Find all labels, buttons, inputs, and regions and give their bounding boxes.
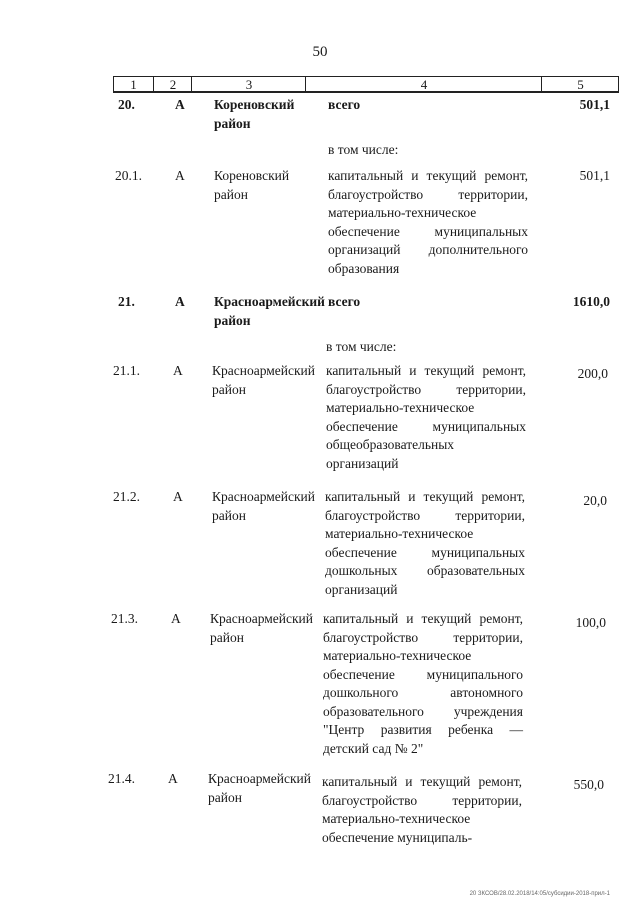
row-value: 1610,0 xyxy=(572,294,610,309)
row-district: Кореновский район xyxy=(214,97,295,131)
row-number: 21. xyxy=(118,294,135,309)
subheader-including: в том числе: xyxy=(328,142,399,157)
row-value: 100,0 xyxy=(575,615,606,630)
row-description: капитальный и текущий ремонт, благоустройство территории, материально-техническое обеспечение муниципальных организаций дополнительного образования xyxy=(328,168,528,276)
row-description: капитальный и текущий ремонт, благоустройство территории, материально-техническое обеспечение муниципаль- xyxy=(322,774,522,845)
row-number: 21.3. xyxy=(111,611,138,626)
row-district: Красноармейский район xyxy=(212,489,316,523)
column-header-2: 2 xyxy=(153,77,192,91)
row-number: 21.2. xyxy=(113,489,140,504)
row-description: капитальный и текущий ремонт, благоустройство территории, материально-техническое обеспечение муниципальных общеобразовательных организаций xyxy=(326,363,526,471)
row-description: капитальный и текущий ремонт, благоустройство территории, материально-техническое обеспечение муниципального дошкольного автономного образовательного учреждения "Центр развития ребенка — детский сад № 2" xyxy=(323,611,523,756)
row-category: А xyxy=(175,168,185,183)
row-district: Красноармейский район xyxy=(212,363,316,397)
row-number: 20.1. xyxy=(115,168,142,183)
row-value: 501,1 xyxy=(579,168,610,183)
row-district: Красноармейский район xyxy=(214,294,325,328)
row-description: всего xyxy=(328,294,361,309)
row-number: 21.1. xyxy=(113,363,140,378)
row-value: 501,1 xyxy=(579,97,610,112)
page-number: 50 xyxy=(312,44,328,60)
row-category: А xyxy=(175,97,185,112)
row-value: 20,0 xyxy=(583,493,607,508)
footer-file-stamp: 20 ЗКСОВ/28.02.2018/14:05/субсидии-2018-прил-1 xyxy=(469,891,610,897)
subheader-including: в том числе: xyxy=(326,339,397,354)
table-column-header xyxy=(113,76,619,93)
row-description: капитальный и текущий ремонт, благоустройство территории, материально-техническое обеспечение муниципальных дошкольных образовательных организаций xyxy=(325,489,525,597)
row-category: А xyxy=(173,489,183,504)
row-district: Красноармейский район xyxy=(208,771,312,805)
row-category: А xyxy=(173,363,183,378)
row-category: А xyxy=(171,611,181,626)
row-description: всего xyxy=(328,97,361,112)
column-header-3: 3 xyxy=(191,77,306,91)
row-category: А xyxy=(175,294,185,309)
row-district: Кореновский район xyxy=(214,168,290,202)
row-number: 21.4. xyxy=(108,771,135,786)
column-header-4: 4 xyxy=(305,77,542,91)
column-header-5: 5 xyxy=(541,77,619,91)
row-district: Красноармейский район xyxy=(210,611,314,645)
row-value: 200,0 xyxy=(577,366,608,381)
row-value: 550,0 xyxy=(573,777,604,792)
column-header-1: 1 xyxy=(130,77,137,92)
row-number: 20. xyxy=(118,97,135,112)
row-category: А xyxy=(168,771,178,786)
